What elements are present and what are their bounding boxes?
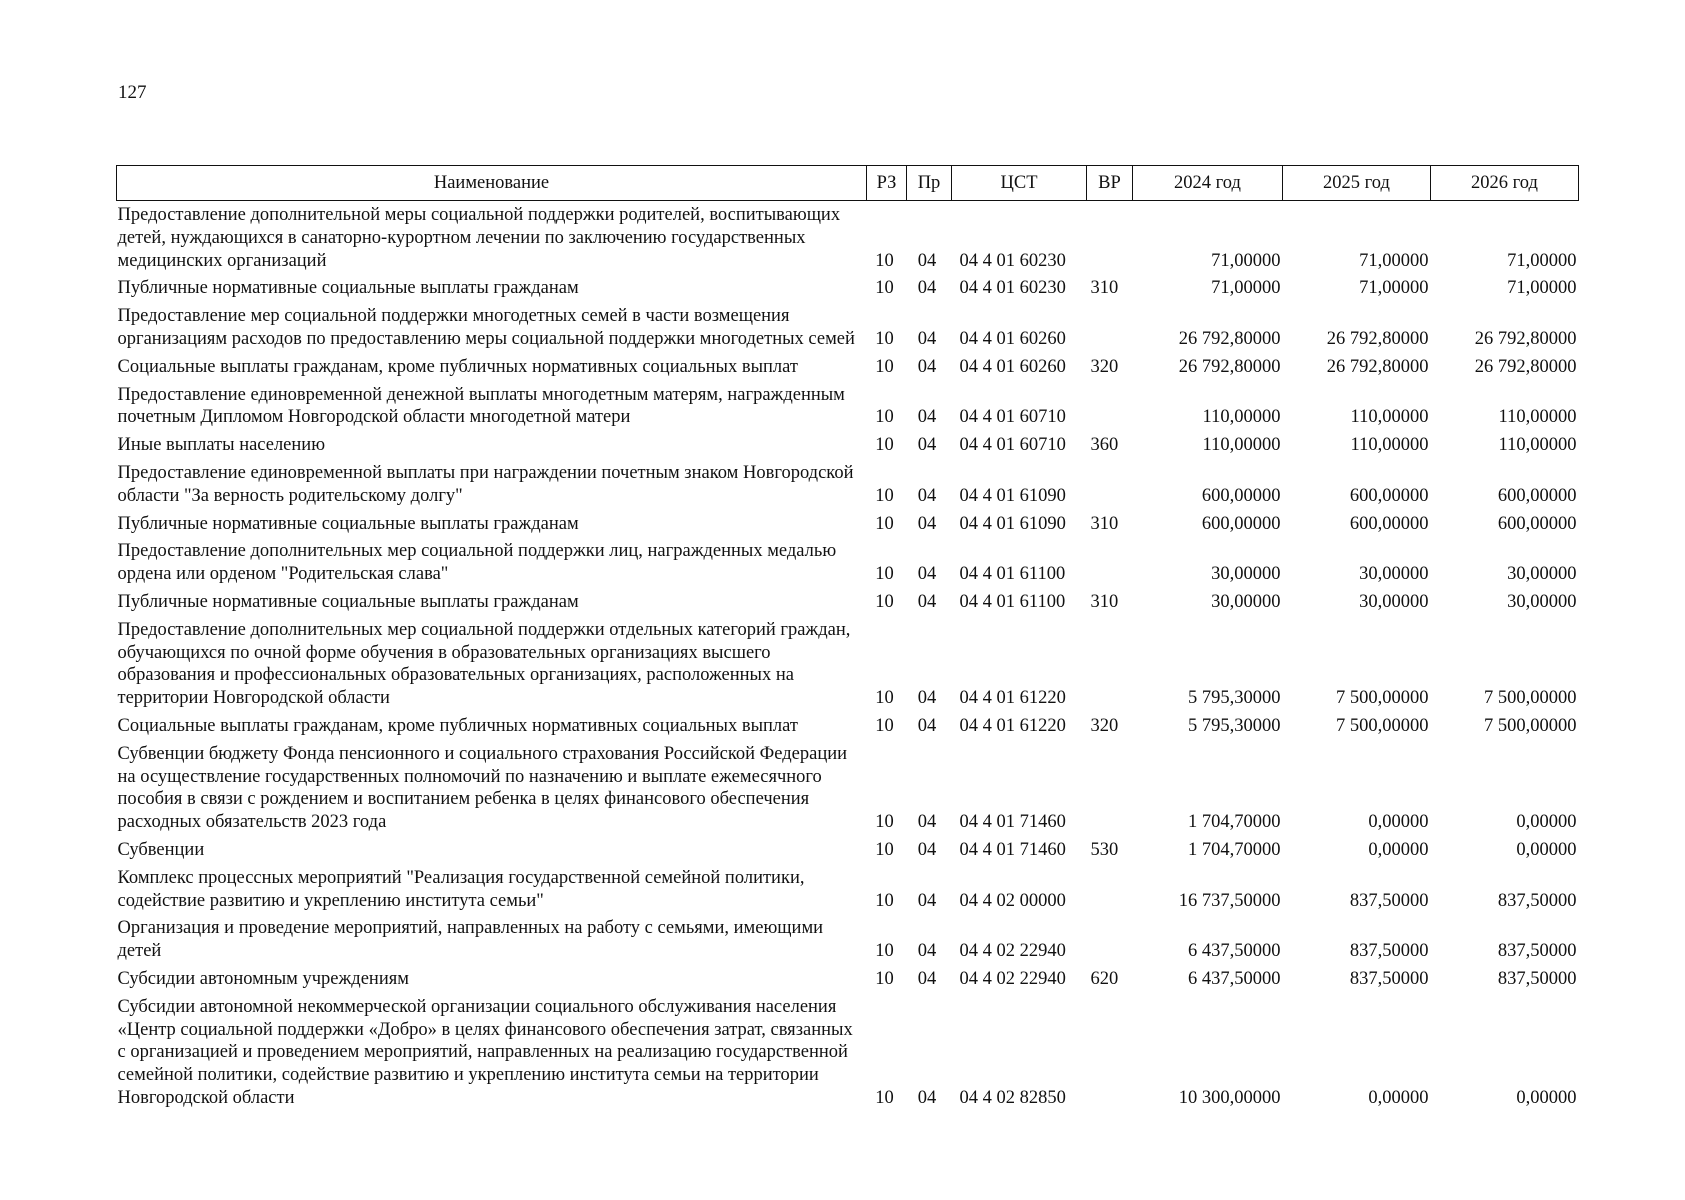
table-row xyxy=(117,712,1579,740)
table-row xyxy=(117,616,1579,712)
row-rz: 10 xyxy=(875,968,894,989)
row-pr: 04 xyxy=(917,688,937,709)
row-amount-2026: 837,50000 xyxy=(1497,941,1577,962)
row-amount-2024: 10 300,00000 xyxy=(1178,1087,1281,1108)
row-name: Социальные выплаты гражданам, кроме публичных нормативных социальных выплат xyxy=(117,356,798,377)
row-vr: 320 xyxy=(1090,715,1119,736)
row-pr: 04 xyxy=(917,328,937,349)
row-rz: 10 xyxy=(875,941,894,962)
row-pr: 04 xyxy=(917,250,937,271)
table-row xyxy=(117,740,1579,836)
table-header-row xyxy=(117,166,1579,201)
row-vr: 530 xyxy=(1090,839,1119,860)
row-vr: 310 xyxy=(1090,591,1119,612)
header-name: Наименование xyxy=(117,166,867,201)
row-pr: 04 xyxy=(917,591,937,612)
row-rz: 10 xyxy=(875,513,894,534)
row-rz: 10 xyxy=(875,591,894,612)
row-name: Субвенции бюджету Фонда пенсионного и социального страхования Российской Федерации на осуществление государственных полномочий по назначению и выплате ежемесячного пособия в связи с рождением и воспитанием ребенка в целях финансового обеспечения расходных обязательств 2023 года xyxy=(117,743,848,833)
row-amount-2024: 30,00000 xyxy=(1211,564,1281,585)
row-amount-2024: 110,00000 xyxy=(1202,407,1281,428)
row-cst: 04 4 01 60710 xyxy=(959,407,1066,428)
row-amount-2026: 71,00000 xyxy=(1507,278,1577,299)
row-amount-2024: 1 704,70000 xyxy=(1188,812,1281,833)
row-amount-2025: 600,00000 xyxy=(1349,485,1429,506)
row-cst: 04 4 01 61090 xyxy=(959,485,1066,506)
row-pr: 04 xyxy=(917,812,937,833)
row-name: Предоставление единовременной выплаты при награждении почетным знаком Новгородской области "За верность родительскому долгу" xyxy=(117,462,854,506)
row-vr xyxy=(1087,459,1133,510)
row-pr: 04 xyxy=(917,356,937,377)
row-amount-2026: 7 500,00000 xyxy=(1484,688,1577,709)
row-cst: 04 4 02 82850 xyxy=(959,1087,1066,1108)
row-amount-2025: 71,00000 xyxy=(1359,278,1429,299)
row-amount-2026: 110,00000 xyxy=(1498,435,1577,456)
row-amount-2024: 600,00000 xyxy=(1201,485,1281,506)
row-amount-2024: 16 737,50000 xyxy=(1178,890,1281,911)
row-amount-2024: 30,00000 xyxy=(1211,591,1281,612)
row-vr xyxy=(1087,537,1133,588)
row-pr: 04 xyxy=(917,890,937,911)
table-row xyxy=(117,588,1579,616)
row-amount-2026: 837,50000 xyxy=(1497,968,1577,989)
row-pr: 04 xyxy=(917,968,937,989)
row-rz: 10 xyxy=(875,715,894,736)
row-name: Предоставление мер социальной поддержки многодетных семей в части возмещения организациям расходов по предоставлению меры социальной поддержки многодетных семей xyxy=(117,306,855,349)
row-rz: 10 xyxy=(875,407,894,428)
row-amount-2024: 6 437,50000 xyxy=(1188,941,1281,962)
row-amount-2024: 1 704,70000 xyxy=(1188,839,1281,860)
row-rz: 10 xyxy=(875,328,894,349)
row-name: Публичные нормативные социальные выплаты гражданам xyxy=(117,513,579,534)
row-vr xyxy=(1087,381,1133,432)
row-amount-2026: 30,00000 xyxy=(1507,591,1577,612)
table-row xyxy=(117,510,1579,538)
row-cst: 04 4 01 60230 xyxy=(959,278,1066,299)
header-cst: ЦСТ xyxy=(952,166,1087,201)
row-amount-2026: 71,00000 xyxy=(1507,250,1577,271)
row-name: Предоставление дополнительных мер социальной поддержки отдельных категорий граждан, обучающихся по очной форме обучения в образовательных организациях высшего образования и профессиональных образовательных организациях, расположенных на территории Новгородской области xyxy=(117,619,851,709)
row-pr: 04 xyxy=(917,513,937,534)
row-rz: 10 xyxy=(875,564,894,585)
row-amount-2026: 0,00000 xyxy=(1516,812,1577,833)
row-amount-2025: 837,50000 xyxy=(1349,968,1429,989)
row-amount-2026: 837,50000 xyxy=(1497,890,1577,911)
row-vr xyxy=(1087,201,1133,275)
row-cst: 04 4 02 00000 xyxy=(959,890,1066,911)
row-name: Субсидии автономной некоммерческой организации социального обслуживания населения «Центр социальной поддержки «Добро» в целях финансового обеспечения затрат, связанных с организацией и проведением мероприятий, направленных на реализацию государственной семейной политики, содействие развитию и укреплению института семьи на территории Новгородской области xyxy=(117,996,853,1108)
row-rz: 10 xyxy=(875,839,894,860)
header-2026: 2026 год xyxy=(1431,166,1579,201)
row-cst: 04 4 01 61220 xyxy=(959,688,1066,709)
row-rz: 10 xyxy=(875,485,894,506)
row-name: Субвенции xyxy=(117,839,205,860)
row-name: Предоставление дополнительной меры социальной поддержки родителей, воспитывающих детей, нуждающихся в санаторно-курортном лечении по заключению государственных медицинских организаций xyxy=(117,205,841,271)
row-cst: 04 4 01 61220 xyxy=(959,715,1066,736)
row-rz: 10 xyxy=(875,1087,894,1108)
row-name: Публичные нормативные социальные выплаты гражданам xyxy=(117,591,579,612)
row-vr xyxy=(1087,302,1133,353)
row-amount-2025: 0,00000 xyxy=(1368,1087,1429,1108)
row-cst: 04 4 01 61100 xyxy=(959,591,1066,612)
row-vr: 310 xyxy=(1090,513,1119,534)
row-vr: 310 xyxy=(1090,278,1119,299)
row-amount-2026: 0,00000 xyxy=(1516,1087,1577,1108)
row-name: Предоставление дополнительных мер социальной поддержки лиц, награжденных медалью ордена или орденом "Родительская слава" xyxy=(117,541,837,585)
row-amount-2025: 26 792,80000 xyxy=(1326,328,1429,349)
row-amount-2025: 837,50000 xyxy=(1349,890,1429,911)
table-row xyxy=(117,274,1579,302)
row-amount-2024: 5 795,30000 xyxy=(1188,715,1281,736)
row-vr xyxy=(1087,914,1133,965)
row-pr: 04 xyxy=(917,564,937,585)
row-amount-2024: 5 795,30000 xyxy=(1188,688,1281,709)
table-row xyxy=(117,353,1579,381)
row-name: Социальные выплаты гражданам, кроме публичных нормативных социальных выплат xyxy=(117,715,798,736)
table-row xyxy=(117,993,1579,1112)
row-amount-2024: 71,00000 xyxy=(1211,278,1281,299)
table-body xyxy=(117,201,1579,1112)
row-amount-2024: 71,00000 xyxy=(1211,250,1281,271)
row-amount-2026: 30,00000 xyxy=(1507,564,1577,585)
row-rz: 10 xyxy=(875,435,894,456)
row-amount-2026: 26 792,80000 xyxy=(1474,328,1577,349)
row-name: Субсидии автономным учреждениям xyxy=(117,968,409,989)
header-vr: ВР xyxy=(1087,166,1133,201)
table-row xyxy=(117,965,1579,993)
row-amount-2026: 600,00000 xyxy=(1497,485,1577,506)
table-row xyxy=(117,914,1579,965)
row-rz: 10 xyxy=(875,688,894,709)
row-cst: 04 4 01 60260 xyxy=(959,356,1066,377)
row-name: Организация и проведение мероприятий, направленных на работу с семьями, имеющими детей xyxy=(117,918,824,962)
row-amount-2026: 7 500,00000 xyxy=(1484,715,1577,736)
row-amount-2025: 7 500,00000 xyxy=(1336,715,1429,736)
row-pr: 04 xyxy=(917,485,937,506)
page-number: 127 xyxy=(118,82,147,103)
row-cst: 04 4 01 71460 xyxy=(959,812,1066,833)
table-row xyxy=(117,201,1579,275)
row-vr xyxy=(1087,993,1133,1112)
row-vr: 320 xyxy=(1090,356,1119,377)
row-cst: 04 4 01 60260 xyxy=(959,328,1066,349)
row-vr: 360 xyxy=(1090,435,1119,456)
table-row xyxy=(117,836,1579,864)
table-row xyxy=(117,537,1579,588)
table-row xyxy=(117,431,1579,459)
row-cst: 04 4 02 22940 xyxy=(959,968,1066,989)
row-name: Иные выплаты населению xyxy=(117,435,326,456)
row-amount-2025: 0,00000 xyxy=(1368,812,1429,833)
row-amount-2026: 26 792,80000 xyxy=(1474,356,1577,377)
row-amount-2024: 6 437,50000 xyxy=(1188,968,1281,989)
row-pr: 04 xyxy=(917,941,937,962)
row-name: Публичные нормативные социальные выплаты гражданам xyxy=(117,278,579,299)
row-rz: 10 xyxy=(875,356,894,377)
row-amount-2024: 600,00000 xyxy=(1201,513,1281,534)
row-rz: 10 xyxy=(875,250,894,271)
row-cst: 04 4 02 22940 xyxy=(959,941,1066,962)
table-row xyxy=(117,381,1579,432)
row-amount-2024: 110,00000 xyxy=(1202,435,1281,456)
row-rz: 10 xyxy=(875,278,894,299)
row-amount-2025: 26 792,80000 xyxy=(1326,356,1429,377)
row-name: Предоставление единовременной денежной выплаты многодетным матерям, награжденным почетным Дипломом Новгородской области многодетной матери xyxy=(117,384,845,428)
row-amount-2025: 30,00000 xyxy=(1359,564,1429,585)
row-cst: 04 4 01 60230 xyxy=(959,250,1066,271)
header-rz: РЗ xyxy=(867,166,907,201)
row-amount-2026: 0,00000 xyxy=(1516,839,1577,860)
row-amount-2025: 110,00000 xyxy=(1350,435,1429,456)
row-vr xyxy=(1087,864,1133,915)
table-row xyxy=(117,864,1579,915)
table-row xyxy=(117,459,1579,510)
row-amount-2025: 837,50000 xyxy=(1349,941,1429,962)
row-amount-2025: 0,00000 xyxy=(1368,839,1429,860)
row-vr xyxy=(1087,616,1133,712)
row-amount-2025: 30,00000 xyxy=(1359,591,1429,612)
row-amount-2026: 600,00000 xyxy=(1497,513,1577,534)
row-amount-2025: 600,00000 xyxy=(1349,513,1429,534)
row-amount-2024: 26 792,80000 xyxy=(1178,356,1281,377)
header-2024: 2024 год xyxy=(1133,166,1283,201)
row-name: Комплекс процессных мероприятий "Реализация государственной семейной политики, содействие развитию и укреплению института семьи" xyxy=(117,867,805,911)
row-amount-2026: 110,00000 xyxy=(1498,407,1577,428)
row-cst: 04 4 01 61100 xyxy=(959,564,1066,585)
row-vr xyxy=(1087,740,1133,836)
header-2025: 2025 год xyxy=(1283,166,1431,201)
row-amount-2025: 110,00000 xyxy=(1350,407,1429,428)
row-pr: 04 xyxy=(917,407,937,428)
row-rz: 10 xyxy=(875,812,894,833)
row-rz: 10 xyxy=(875,890,894,911)
header-pr: Пр xyxy=(907,166,952,201)
budget-table xyxy=(116,165,1579,1112)
row-cst: 04 4 01 61090 xyxy=(959,513,1066,534)
table-row xyxy=(117,302,1579,353)
row-pr: 04 xyxy=(917,435,937,456)
row-amount-2025: 7 500,00000 xyxy=(1336,688,1429,709)
row-pr: 04 xyxy=(917,839,937,860)
row-amount-2025: 71,00000 xyxy=(1359,250,1429,271)
row-pr: 04 xyxy=(917,715,937,736)
row-vr: 620 xyxy=(1090,968,1119,989)
row-cst: 04 4 01 71460 xyxy=(959,839,1066,860)
row-cst: 04 4 01 60710 xyxy=(959,435,1066,456)
row-amount-2024: 26 792,80000 xyxy=(1178,328,1281,349)
row-pr: 04 xyxy=(917,278,937,299)
row-pr: 04 xyxy=(917,1087,937,1108)
